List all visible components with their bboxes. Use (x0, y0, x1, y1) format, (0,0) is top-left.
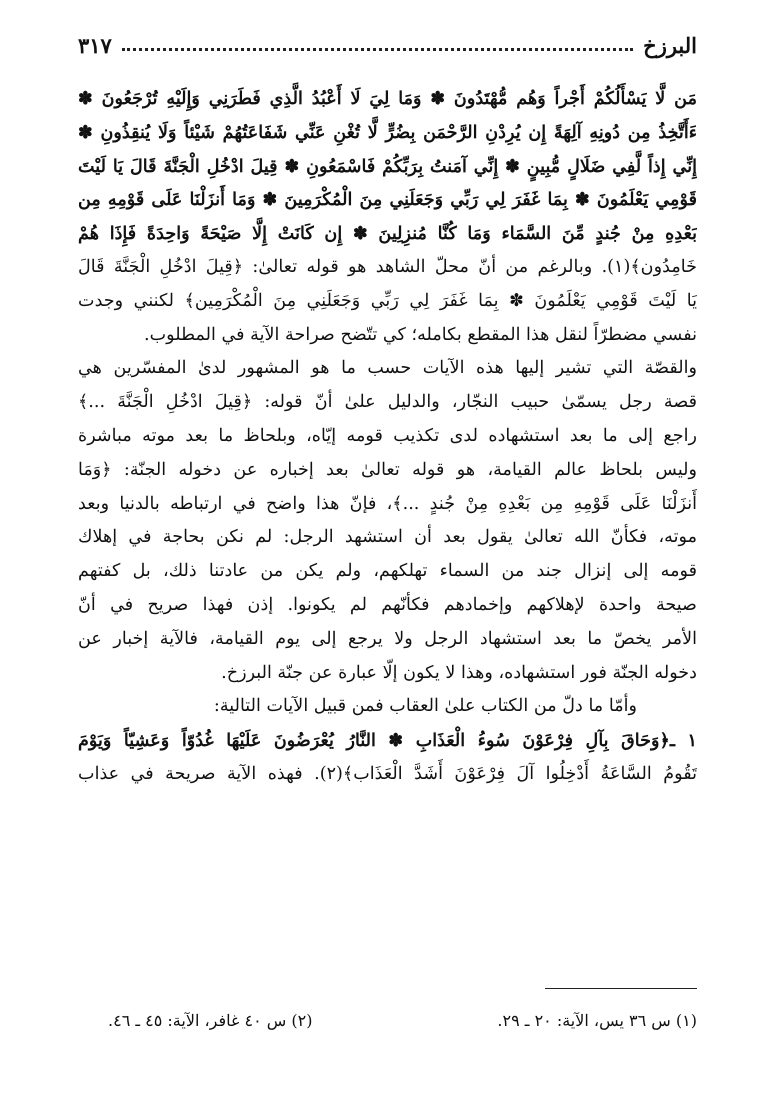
text-line: ءَأَتَّخِذُ مِن دُونِهِ آلِهَةً إِن يُرِدْنِ الرَّحْمَن بِضُرٍّ لَّا تُغْنِ عَنِّي شَفَاعَتُهُمْ شَيْئاً وَلَا يُنقِذُونِ ✽ (78, 121, 697, 143)
header-dot-leader (122, 48, 633, 51)
text-line: ١ ـ﴿وَحَاقَ بِآلِ فِرْعَوْنَ سُوءُ الْعَذَابِ ✽ النَّارُ يُعْرَضُونَ عَلَيْهَا غُدُوّاً وَعَشِيّاً وَيَوْمَ (78, 730, 697, 752)
text-line: إِنِّي إِذاً لَّفِي ضَلَالٍ مُّبِينٍ ✽ إِنِّي آمَنتُ بِرَبِّكُمْ فَاسْمَعُونِ ✽ قِيلَ ادْخُلِ الْجَنَّةَ قَالَ يَا لَيْتَ (78, 155, 697, 177)
text-line: تَقُومُ السَّاعَةُ أَدْخِلُوا آلَ فِرْعَوْنَ أَشَدَّ الْعَذَاب﴾(٢). فهذه الآية صريحة في عذاب (78, 763, 697, 784)
footnote-separator (545, 988, 697, 989)
text-line: صيحة واحدة لإهلاكهم وإخمادهم فكأنّهم لم يكونوا. إذن فهذا صريح في أنّ (78, 594, 697, 615)
text-line: خَامِدُون﴾(١). وبالرغم من أنّ محلّ الشاهد هو قوله تعالىٰ: ﴿قِيلَ ادْخُلِ الْجَنَّةَ قَالَ (78, 256, 697, 277)
page-header (78, 30, 697, 60)
text-line: قَوْمِي يَعْلَمُونَ ✽ بِمَا غَفَرَ لِي رَبِّي وَجَعَلَنِي مِنَ الْمُكْرَمِينَ ✽ وَمَا أَنزَلْنَا عَلَى قَوْمِهِ مِن (78, 189, 697, 211)
text-line: يَا لَيْتَ قَوْمِي يَعْلَمُونَ ✽ بِمَا غَفَرَ لِي رَبِّي وَجَعَلَنِي مِنَ الْمُكْرَمِين﴾ لكنني وجدت (78, 290, 697, 311)
text-line: وأمّا ما دلّ من الكتاب علىٰ العقاب فمن قبيل الآيات التالية: (213, 696, 637, 717)
page-number: ٣١٧ (78, 32, 112, 58)
text-line: راجع إلى ما بعد استشهاده لدى تكذيب قومه إيّاه، وبلحاظ ما بعد موته مباشرة (78, 425, 697, 446)
text-line: قصة رجل يسمّىٰ حبيب النجّار، والدليل علىٰ أنّ قوله: ﴿قِيلَ ادْخُلِ الْجَنَّةَ ...﴾ (78, 392, 697, 413)
text-line: الأمر يخصّ ما بعد استشهاد الرجل ولا يرجع إلى يوم القيامة، فالآية إخبار عن (78, 628, 697, 649)
footnotes (78, 1010, 697, 1032)
text-line: أَنزَلْنَا عَلَى قَوْمِهِ مِن بَعْدِهِ مِنْ جُندٍ ...﴾، فإنّ هذا واضح في ارتباطه بالدنيا وبعد (78, 493, 697, 514)
body-text (78, 82, 697, 792)
text-line: وليس بلحاظ عالم القيامة، هو قوله تعالىٰ بعد إخباره عن دخوله الجنّة: ﴿وَمَا (78, 459, 697, 480)
footnote-1: (١) س ٣٦ يس، الآية: ٢٠ ـ ٢٩. (497, 1011, 697, 1030)
chapter-title: البرزخ (643, 32, 697, 58)
text-line: قومه إلى إنزال جند من السماء تهلكهم، ولم يكن من عادتنا ذلك، بل كفتهم (78, 561, 697, 582)
text-line: والقصّة التي تشير إليها هذه الآيات حسب ما هو المشهور لدىٰ المفسّرين هي (78, 358, 697, 379)
text-line: بَعْدِهِ مِنْ جُندٍ مِّنَ السَّمَاء وَمَا كُنَّا مُنزِلِينَ ✽ إِن كَانَتْ إِلَّا صَيْحَةً وَاحِدَةً فَإِذَا هُمْ (78, 223, 697, 245)
footnote-2: (٢) س ٤٠ غافر، الآية: ٤٥ ـ ٤٦. (108, 1011, 313, 1030)
text-line: دخوله الجنّة فور استشهاده، وهذا لا يكون إلّا عبارة عن جنّة البرزخ. (221, 662, 697, 683)
text-line: نفسي مضطرّاً لنقل هذا المقطع بكامله؛ كي تتّضح صراحة الآية في المطلوب. (144, 324, 697, 345)
text-line: مَن لَّا يَسْأَلُكُمْ أَجْراً وَهُم مُّهْتَدُونَ ✽ وَمَا لِيَ لَا أَعْبُدُ الَّذِي فَطَرَنِي وَإِلَيْهِ تُرْجَعُونَ ✽ (78, 88, 697, 109)
text-line: موته، فكأنّ الله تعالىٰ يقول بعد أن استشهد الرجل: لم نكن بحاجة في إهلاك (78, 527, 697, 548)
